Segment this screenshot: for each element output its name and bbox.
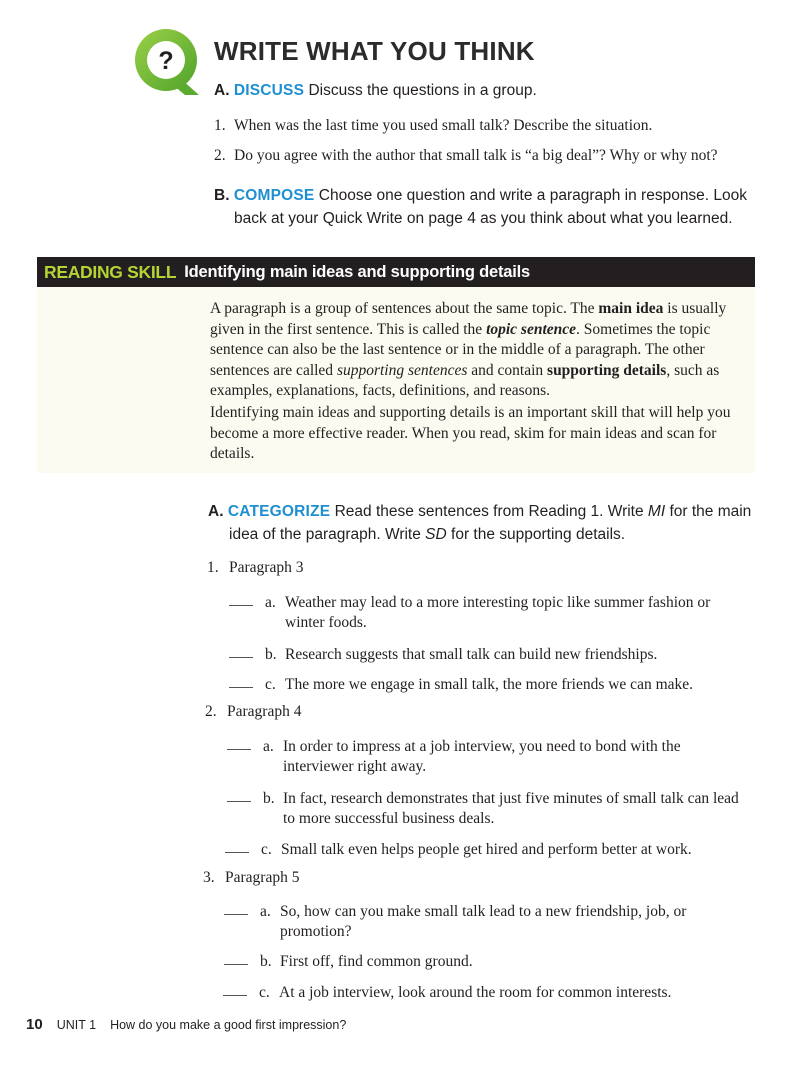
- reading-skill-header: [37, 257, 755, 287]
- section-title: WRITE WHAT YOU THINK: [214, 36, 535, 66]
- task-instruction-cont: back at your Quick Write on page 4 as you think about what you learned.: [234, 210, 733, 227]
- page-number: 10: [26, 1016, 43, 1033]
- term-main-idea: main idea: [598, 300, 664, 317]
- task-instruction: Choose one question and write a paragraph in response. Look: [318, 187, 748, 204]
- page-footer: [26, 1016, 346, 1033]
- question-q-icon: [133, 27, 203, 97]
- code-mi: MI: [647, 503, 666, 520]
- categorize-task: A. CATEGORIZE Read these sentences from Reading 1. Write MI for the main idea of the paragraph. Write SD for the supporting details.: [208, 503, 752, 543]
- list-item: b. Research suggests that small talk can build new friendships.: [229, 645, 745, 665]
- discuss-task: [214, 79, 537, 102]
- skill-paragraph-1: A paragraph is a group of sentences about the same topic. The main idea is usually given in the first sentence. This is called the topic sentence. Sometimes the topic sentence can also be the last sentence or in the middle of a paragraph. The other sentences are called supporting sentences and contain supporting details, such as examples, explanations, facts, definitions, and reasons.: [210, 300, 727, 399]
- answer-blank[interactable]: [227, 737, 251, 750]
- paragraph-group-heading: 3. Paragraph 5: [203, 869, 300, 886]
- task-letter: A.: [214, 82, 230, 99]
- answer-blank[interactable]: [229, 675, 253, 688]
- list-item: b. First off, find common ground.: [224, 952, 740, 972]
- unit-label: UNIT 1: [56, 1018, 97, 1032]
- list-item: c. The more we engage in small talk, the more friends we can make.: [229, 675, 745, 695]
- question-number: 1.: [214, 117, 226, 134]
- answer-blank[interactable]: [229, 645, 253, 658]
- task-keyword-categorize: CATEGORIZE: [227, 503, 331, 520]
- question-item: [214, 145, 718, 167]
- reading-skill-tag: READING SKILL: [44, 261, 177, 282]
- task-letter: A.: [208, 503, 224, 520]
- list-item: a. Weather may lead to a more interesting topic like summer fashion or winter foods.: [229, 593, 745, 633]
- svg-text:?: ?: [158, 47, 174, 75]
- question-item: [214, 115, 718, 137]
- paragraph-group-heading: 2. Paragraph 4: [205, 703, 302, 720]
- skill-paragraph-2: Identifying main ideas and supporting details is an important skill that will help you become a more effective reader. When you read, skim for main ideas and scan for details.: [210, 404, 731, 462]
- term-supporting-sentences: supporting sentences: [336, 361, 468, 379]
- reading-skill-title: Identifying main ideas and supporting details: [184, 262, 531, 281]
- answer-blank[interactable]: [224, 952, 248, 965]
- term-supporting-details: supporting details: [547, 361, 667, 379]
- answer-blank[interactable]: [224, 902, 248, 915]
- compose-task: [214, 184, 754, 230]
- task-keyword-discuss: DISCUSS: [233, 82, 305, 99]
- question-number: 2.: [214, 147, 226, 164]
- list-item: c. Small talk even helps people get hired and perform better at work.: [225, 840, 741, 860]
- question-text: When was the last time you used small talk? Describe the situation.: [234, 117, 653, 134]
- discuss-questions: [214, 115, 718, 175]
- list-item: a. In order to impress at a job interview, you need to bond with the interviewer right away.: [227, 737, 743, 777]
- unit-question: How do you make a good first impression?: [110, 1018, 347, 1032]
- paragraph-group-heading: 1. Paragraph 3: [207, 559, 304, 576]
- task-letter: B.: [214, 187, 230, 204]
- task-keyword-compose: COMPOSE: [233, 187, 315, 204]
- answer-blank[interactable]: [229, 593, 253, 606]
- answer-blank[interactable]: [223, 983, 247, 996]
- list-item: a. So, how can you make small talk lead to a new friendship, job, or promotion?: [224, 902, 700, 942]
- code-sd: SD: [425, 526, 447, 543]
- answer-blank[interactable]: [227, 789, 251, 802]
- list-item: c. At a job interview, look around the room for common interests.: [223, 983, 739, 1003]
- answer-blank[interactable]: [225, 840, 249, 853]
- task-instruction: Discuss the questions in a group.: [308, 82, 537, 99]
- question-text: Do you agree with the author that small talk is “a big deal”? Why or why not?: [234, 147, 718, 164]
- list-item: b. In fact, research demonstrates that just five minutes of small talk can lead to more successful business deals.: [227, 789, 743, 829]
- term-topic-sentence: topic sentence: [486, 320, 577, 338]
